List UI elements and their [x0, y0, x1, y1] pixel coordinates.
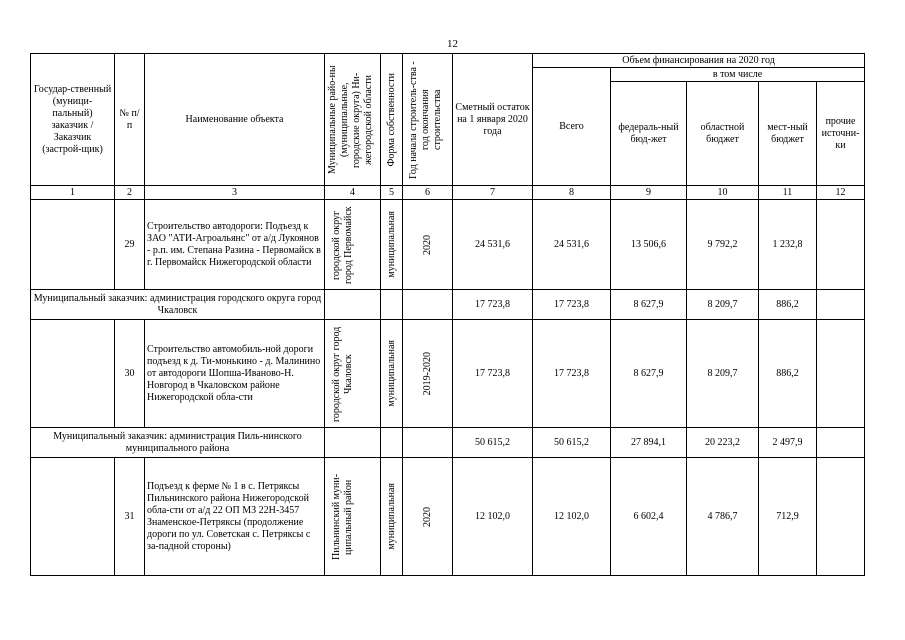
other — [817, 320, 865, 428]
header-object-name: Наименование объекта — [145, 54, 325, 186]
header-including: в том числе — [611, 68, 865, 82]
balance: 12 102,0 — [453, 458, 533, 576]
ownership: муниципальная — [381, 458, 403, 576]
regional: 8 209,7 — [687, 320, 759, 428]
column-number: 9 — [611, 186, 687, 200]
district: городской округ город Чкаловск — [325, 320, 381, 428]
federal: 13 506,6 — [611, 200, 687, 290]
subtotal-row — [31, 428, 865, 458]
column-number: 5 — [381, 186, 403, 200]
column-number: 1 — [31, 186, 115, 200]
federal: 6 602,4 — [611, 458, 687, 576]
object-name: Строительство автомобиль-ной дороги подъезд к д. Ти-монькино - д. Малинино от автодороги Шопша-Иваново-Н. Новгород в Чкаловском районе Нижегородской обла-сти — [145, 320, 325, 428]
total: 12 102,0 — [533, 458, 611, 576]
district: городской округ город Первомайск — [325, 200, 381, 290]
column-number: 8 — [533, 186, 611, 200]
federal: 27 894,1 — [611, 428, 687, 458]
balance: 50 615,2 — [453, 428, 533, 458]
balance: 17 723,8 — [453, 290, 533, 320]
local: 2 497,9 — [759, 428, 817, 458]
local: 1 232,8 — [759, 200, 817, 290]
years: 2020 — [403, 200, 453, 290]
header-funding-2020: Объем финансирования на 2020 год — [533, 54, 865, 68]
column-number: 6 — [403, 186, 453, 200]
column-number-row — [31, 186, 865, 200]
header-years: Год начала строитель-ства - год окончания строительства — [403, 54, 453, 186]
table-row — [31, 320, 865, 428]
other — [817, 200, 865, 290]
local: 712,9 — [759, 458, 817, 576]
header-estimated-balance: Сметный остаток на 1 января 2020 года — [453, 54, 533, 186]
customer-label: Муниципальный заказчик: администрация Пиль-нинского муниципального района — [31, 428, 325, 458]
header-municipal-district: Муниципальные райо-ны (муниципальные, городские округа) Ни-жегородской области — [325, 54, 381, 186]
row-number: 29 — [115, 200, 145, 290]
object-name: Подъезд к ферме № 1 в с. Петряксы Пильнинского района Нижегородской обла-сти от а/д 22 ОП МЗ 22Н-3457 Знаменское-Петряксы (продолжение дороги по ул. Советская с. Петряксы с за-падной стороны) — [145, 458, 325, 576]
row-number: 30 — [115, 320, 145, 428]
federal: 8 627,9 — [611, 320, 687, 428]
total: 17 723,8 — [533, 320, 611, 428]
column-number: 3 — [145, 186, 325, 200]
funding-table — [30, 53, 865, 576]
total: 17 723,8 — [533, 290, 611, 320]
column-number: 12 — [817, 186, 865, 200]
regional: 4 786,7 — [687, 458, 759, 576]
header-local: мест-ный бюджет — [759, 82, 817, 186]
balance: 24 531,6 — [453, 200, 533, 290]
total: 50 615,2 — [533, 428, 611, 458]
table-row — [31, 458, 865, 576]
object-name: Строительство автодороги: Подъезд к ЗАО "АТИ-Агроальянс" от а/д Лукоянов - р.п. им. Степана Разина - Первомайск в г. Первомайск Нижегородской области — [145, 200, 325, 290]
regional: 20 223,2 — [687, 428, 759, 458]
total: 24 531,6 — [533, 200, 611, 290]
header-total: Всего — [533, 68, 611, 186]
column-number: 4 — [325, 186, 381, 200]
customer-label: Муниципальный заказчик: администрация городского округа город Чкаловск — [31, 290, 325, 320]
federal: 8 627,9 — [611, 290, 687, 320]
years: 2020 — [403, 458, 453, 576]
other — [817, 458, 865, 576]
page-number: 12 — [447, 38, 458, 50]
column-number: 11 — [759, 186, 817, 200]
balance: 17 723,8 — [453, 320, 533, 428]
column-number: 2 — [115, 186, 145, 200]
years: 2019-2020 — [403, 320, 453, 428]
header-customer: Государ-ственный (муници-пальный) заказчик / Заказчик (застрой-щик) — [31, 54, 115, 186]
ownership: муниципальная — [381, 320, 403, 428]
local: 886,2 — [759, 320, 817, 428]
ownership: муниципальная — [381, 200, 403, 290]
district: Пильнинский муни-ципальный район — [325, 458, 381, 576]
row-number: 31 — [115, 458, 145, 576]
header-other: прочие источни-ки — [817, 82, 865, 186]
header-ownership-form: Форма собственности — [381, 54, 403, 186]
subtotal-row — [31, 290, 865, 320]
regional: 8 209,7 — [687, 290, 759, 320]
regional: 9 792,2 — [687, 200, 759, 290]
column-number: 10 — [687, 186, 759, 200]
local: 886,2 — [759, 290, 817, 320]
header-federal: федераль-ный бюд-жет — [611, 82, 687, 186]
header-number: № п/п — [115, 54, 145, 186]
column-number: 7 — [453, 186, 533, 200]
table-row — [31, 200, 865, 290]
header-regional: областной бюджет — [687, 82, 759, 186]
